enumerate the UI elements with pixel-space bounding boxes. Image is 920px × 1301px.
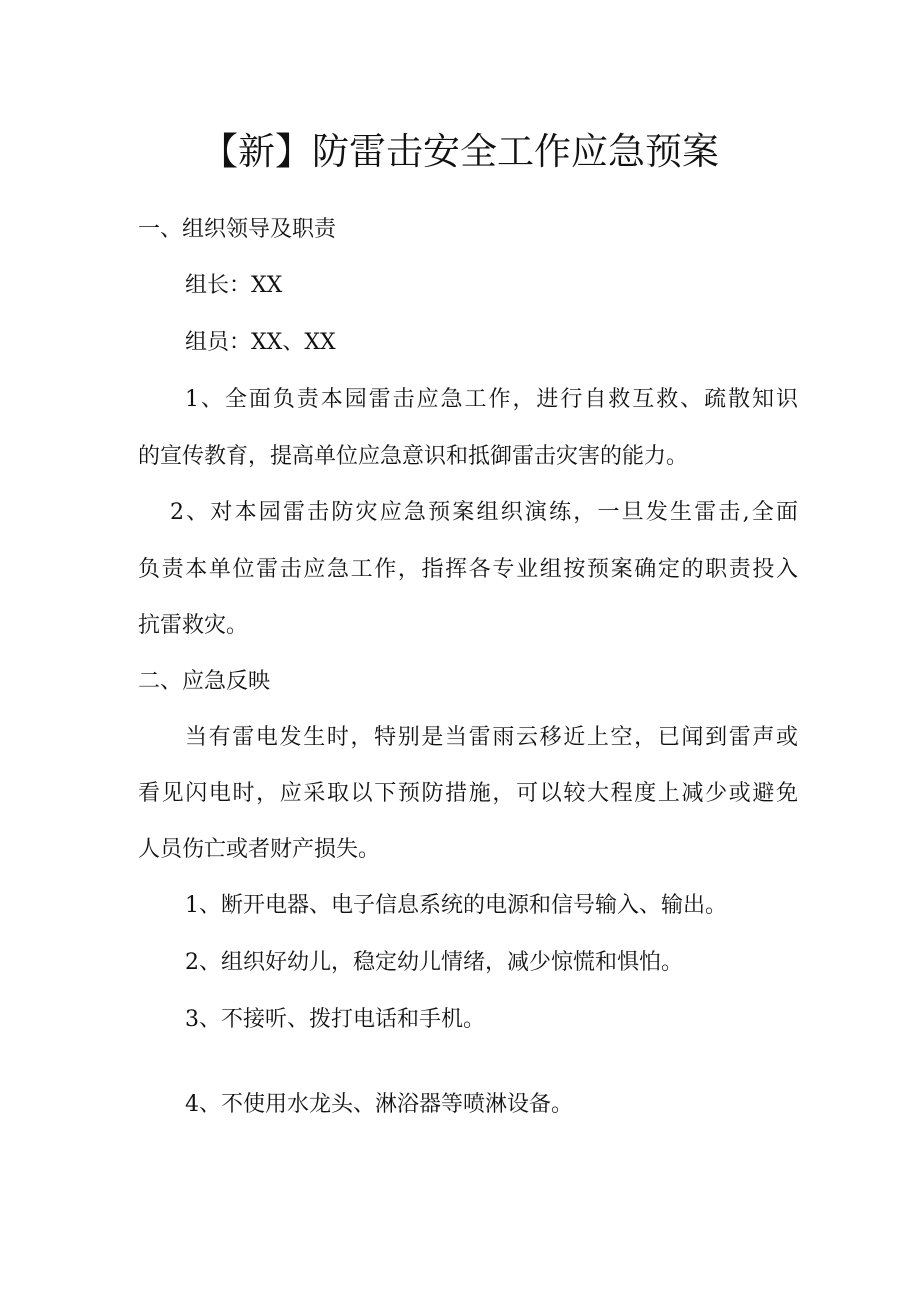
document-title: 【新】防雷击安全工作应急预案 <box>201 130 719 173</box>
measure-item-2: 2、组织好幼儿，稳定幼儿情绪，减少惊慌和惧怕。 <box>185 950 683 975</box>
duty-item-2-line-2: 负责本单位雷击应急工作，指挥各专业组按预案确定的职责投入 <box>138 557 798 582</box>
section-heading-response: 二、应急反映 <box>138 669 271 694</box>
duty-item-1-line-1: 1、全面负责本园雷击应急工作，进行自救互救、疏散知识 <box>185 387 798 412</box>
leader-line: 组长：XX <box>185 273 283 298</box>
members-line: 组员：XX、XX <box>185 330 336 355</box>
measure-item-4: 4、不使用水龙头、淋浴器等喷淋设备。 <box>185 1092 573 1117</box>
measure-item-1: 1、断开电器、电子信息系统的电源和信号输入、输出。 <box>185 893 727 918</box>
duty-item-2-line-1: 2、对本园雷击防灾应急预案组织演练，一旦发生雷击,全面 <box>170 500 798 525</box>
duty-item-1-line-2: 的宣传教育，提高单位应急意识和抵御雷击灾害的能力。 <box>138 444 689 469</box>
response-intro-line-1: 当有雷电发生时，特别是当雷雨云移近上空，已闻到雷声或 <box>185 725 798 750</box>
section-heading-organization: 一、组织领导及职责 <box>138 217 337 242</box>
duty-item-2-line-3: 抗雷救灾。 <box>138 613 249 638</box>
response-intro-line-2: 看见闪电时，应采取以下预防措施，可以较大程度上减少或避免 <box>138 781 798 806</box>
response-intro-line-3: 人员伤亡或者财产损失。 <box>138 837 381 862</box>
measure-item-3: 3、不接听、拨打电话和手机。 <box>185 1007 485 1032</box>
